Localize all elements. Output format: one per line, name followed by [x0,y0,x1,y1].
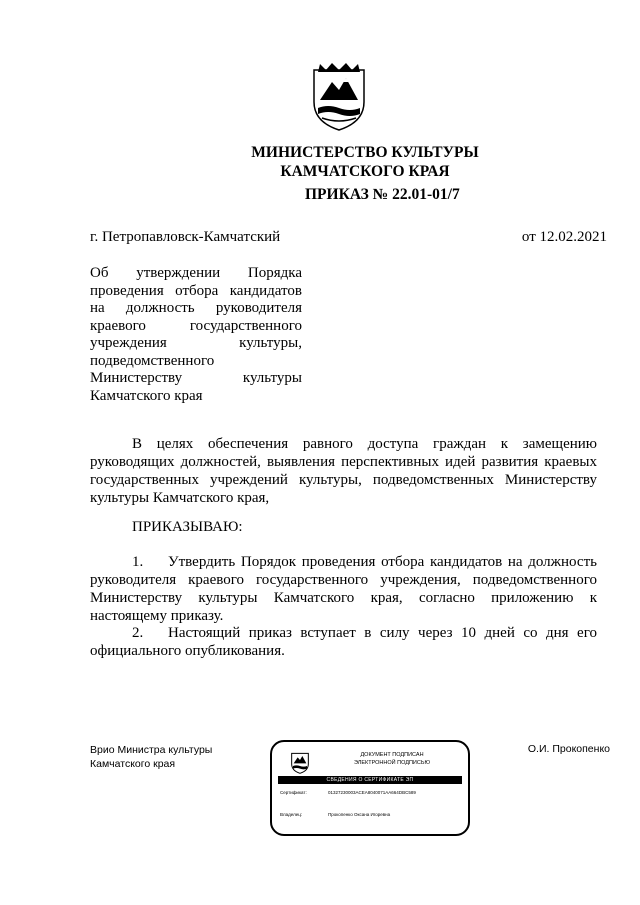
owner-label: Владелец: [280,812,303,817]
stamp-heading [332,751,452,767]
order-date: от 12.02.2021 [521,229,607,245]
subject-line: проведения отбора кандидатов [90,282,302,299]
subject-line: на должность руководителя [90,300,302,316]
ministry-name-line2: КАМЧАТСКОГО КРАЯ [280,163,450,180]
item-number: 2. [132,625,144,641]
item-text: Утвердить Порядок проведения отбора кандидатов на должность руководителя краевого государственного учреждения, подведомственного Министерству культуры Камчатского края, согласно приложению к настоящему приказу. [90,554,597,624]
signer-name: О.И. Прокопенко [527,743,610,755]
certificate-label: Сертификат: [280,790,307,795]
order-subject [90,265,302,405]
stamp-owner-row [280,812,390,817]
order-item [90,624,597,660]
stamp-certificate-bar: СВЕДЕНИЯ О СЕРТИФИКАТЕ ЭП [278,776,462,784]
stamp-heading-line2: ЭЛЕКТРОННОЙ ПОДПИСЬЮ [353,760,431,766]
owner-value: Прокопенко Оксана Игоревна [328,812,391,817]
preamble-paragraph: В целях обеспечения равного доступа граждан к замещению руководящих должностей, выявления перспективных идей развития краевых государственных учреждений культуры, подведомственных Министерству культуры Камчатского края, [90,436,597,506]
electronic-signature-stamp [270,740,470,836]
item-number: 1. [132,554,144,570]
kamchatka-emblem-icon [310,60,368,132]
item-text: Настоящий приказ вступает в силу через 10 дней со дня его официального опубликования. [90,625,597,659]
stamp-heading-line1: ДОКУМЕНТ ПОДПИСАН [360,752,424,758]
city: г. Петропавловск-Камчатский [90,229,281,245]
subject-line: подведомственного [90,352,215,369]
order-word: ПРИКАЗЫВАЮ: [132,519,243,535]
stamp-certificate-row [280,790,416,795]
signer-position [90,743,212,771]
subject-line: Министерству культуры [90,370,302,386]
subject-line: Об утверждении Порядка [90,265,302,281]
order-item [90,553,597,625]
subject-line: Камчатского края [90,387,203,404]
certificate-value: 01327230003ACEA8040071AA664DBC589 [328,790,416,795]
signer-position-line1: Врио Министра культуры [90,744,213,756]
signer-position-line2: Камчатского края [90,758,176,770]
subject-line: краевого государственного [90,317,302,334]
ministry-name-line1: МИНИСТЕРСТВО КУЛЬТУРЫ [251,144,479,161]
stamp-emblem-icon [290,750,310,774]
subject-line: учреждения культуры, [90,335,302,351]
order-title: ПРИКАЗ № 22.01-01/7 [305,186,460,203]
